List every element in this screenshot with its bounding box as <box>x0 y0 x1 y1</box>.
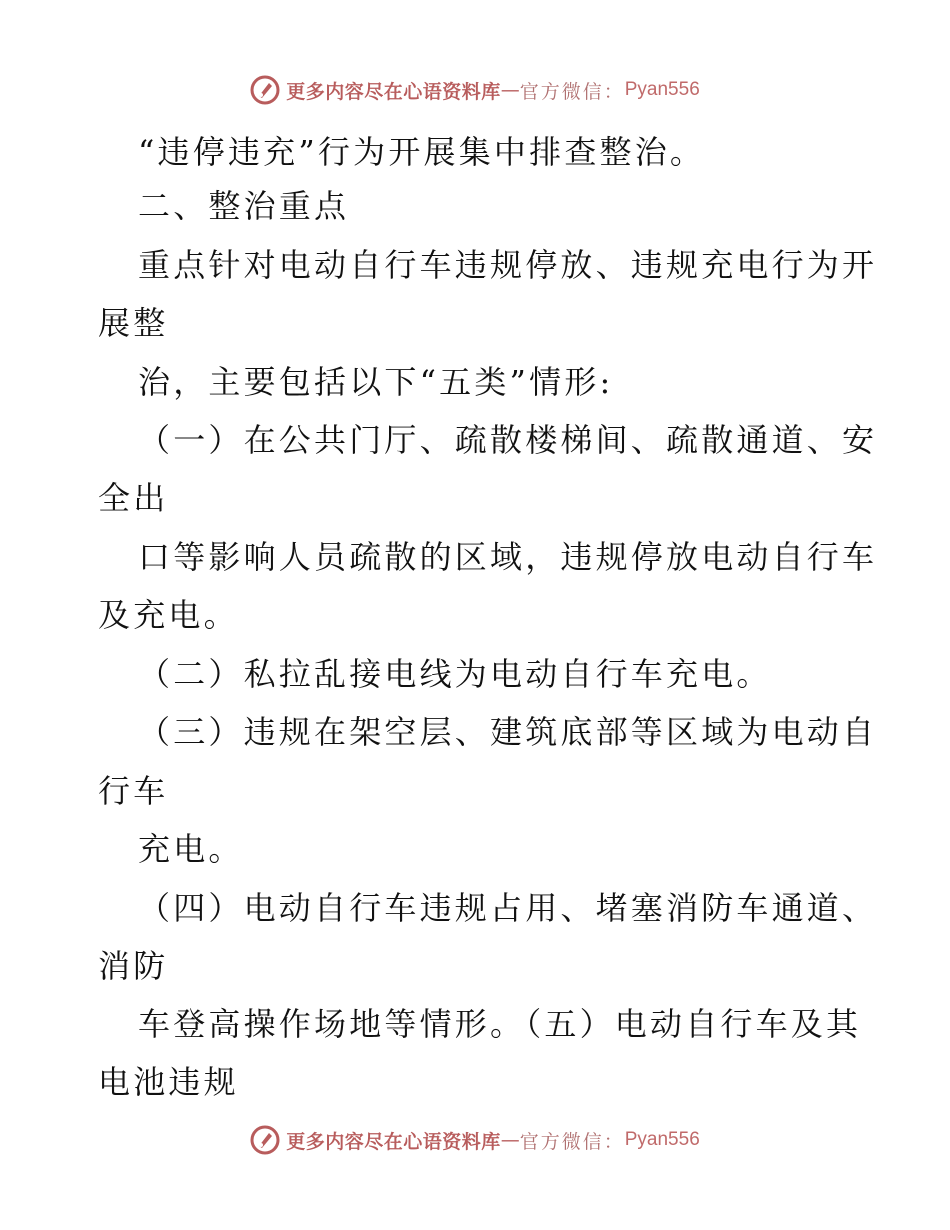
watermark-wechat-id: Pyan556 <box>624 79 700 100</box>
paragraph-line: 重点针对电动自行车违规停放、违规充电行为开 <box>138 246 878 284</box>
watermark-wechat-id: Pyan556 <box>624 1129 700 1150</box>
list-item-line: 行车 <box>98 772 169 810</box>
footer-watermark <box>0 1120 950 1160</box>
section-heading: 二、整治重点 <box>138 187 350 225</box>
watermark-site-text: 更多内容尽在心语资料库 <box>286 80 501 103</box>
list-item-line: （一）在公共门厅、疏散楼梯间、疏散通道、安 <box>138 421 878 459</box>
list-item-line: 车登高操作场地等情形。（五）电动自行车及其 <box>138 1005 862 1043</box>
list-item-line: （三）违规在架空层、建筑底部等区域为电动自 <box>138 713 878 751</box>
list-item-line: （二）私拉乱接电线为电动自行车充电。 <box>138 655 772 693</box>
list-item-line: （四）电动自行车违规占用、堵塞消防车通道、 <box>138 889 878 927</box>
header-watermark <box>0 70 950 110</box>
list-item-line: 及充电。 <box>98 596 239 634</box>
watermark-dash: — <box>500 79 520 101</box>
watermark-dash: — <box>500 1129 520 1151</box>
watermark-wechat-label: 官方微信： <box>519 1130 625 1153</box>
watermark-site-text: 更多内容尽在心语资料库 <box>286 1130 501 1153</box>
list-item-line: 电池违规 <box>98 1063 239 1101</box>
paragraph-line: “违停违充”行为开展集中排查整治。 <box>138 133 706 171</box>
paragraph-line: 展整 <box>98 304 169 342</box>
watermark-wechat-label: 官方微信： <box>519 80 625 103</box>
paragraph-line: 治，主要包括以下“五类”情形: <box>138 363 614 401</box>
pen-nib-logo-icon <box>250 1125 280 1155</box>
pen-nib-logo-icon <box>250 75 280 105</box>
list-item-line: 口等影响人员疏散的区域，违规停放电动自行车 <box>138 538 878 576</box>
list-item-line: 全出 <box>98 479 169 517</box>
list-item-line: 消防 <box>98 947 169 985</box>
list-item-line: 充电。 <box>138 830 244 868</box>
